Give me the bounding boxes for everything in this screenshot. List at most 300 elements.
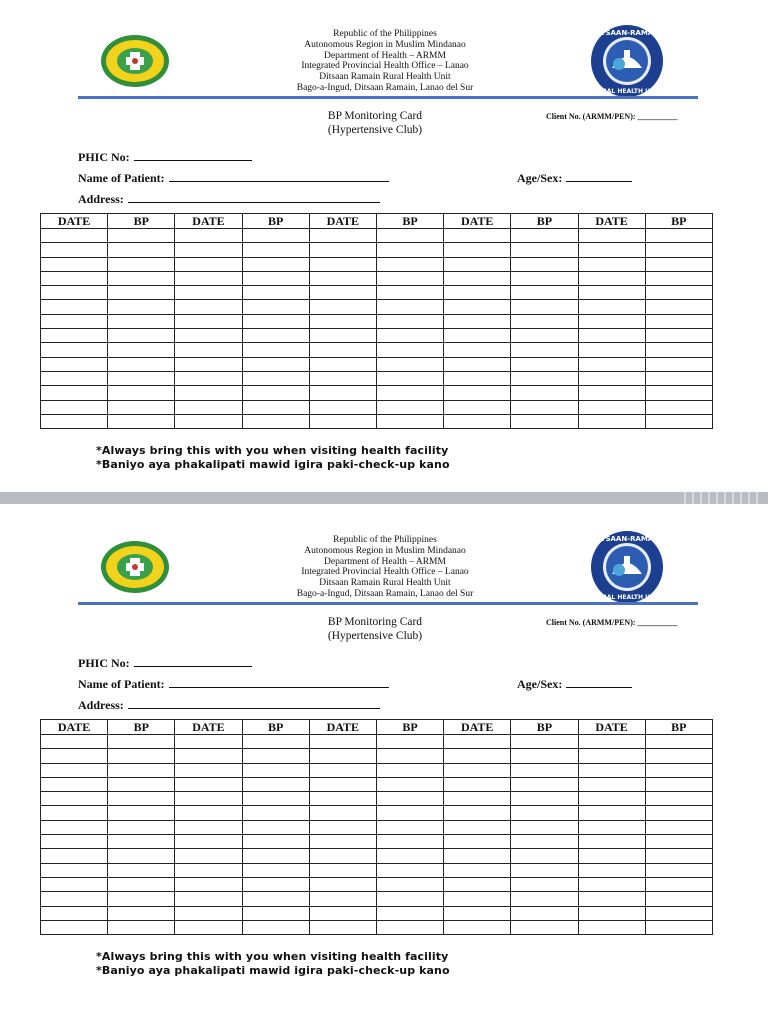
table-cell[interactable] xyxy=(175,777,242,791)
phic-blank[interactable] xyxy=(134,150,252,161)
table-cell[interactable] xyxy=(108,257,175,271)
table-cell[interactable] xyxy=(242,329,309,343)
table-cell[interactable] xyxy=(309,792,376,806)
table-cell[interactable] xyxy=(175,357,242,371)
table-cell[interactable] xyxy=(376,300,443,314)
table-cell[interactable] xyxy=(242,763,309,777)
table-cell[interactable] xyxy=(511,286,578,300)
table-cell[interactable] xyxy=(108,414,175,428)
table-cell[interactable] xyxy=(645,300,712,314)
table-cell[interactable] xyxy=(511,863,578,877)
address-field[interactable] xyxy=(78,698,380,713)
table-cell[interactable] xyxy=(376,329,443,343)
table-cell[interactable] xyxy=(444,314,511,328)
table-cell[interactable] xyxy=(175,314,242,328)
table-cell[interactable] xyxy=(645,243,712,257)
table-cell[interactable] xyxy=(511,243,578,257)
table-cell[interactable] xyxy=(578,286,645,300)
table-cell[interactable] xyxy=(578,243,645,257)
table-cell[interactable] xyxy=(645,863,712,877)
table-cell[interactable] xyxy=(645,777,712,791)
table-cell[interactable] xyxy=(175,763,242,777)
table-cell[interactable] xyxy=(242,414,309,428)
phic-field[interactable] xyxy=(78,656,252,671)
table-cell[interactable] xyxy=(175,863,242,877)
table-cell[interactable] xyxy=(108,792,175,806)
table-cell[interactable] xyxy=(108,314,175,328)
table-cell[interactable] xyxy=(41,386,108,400)
table-cell[interactable] xyxy=(41,357,108,371)
table-cell[interactable] xyxy=(444,906,511,920)
table-cell[interactable] xyxy=(309,329,376,343)
table-cell[interactable] xyxy=(578,920,645,934)
table-cell[interactable] xyxy=(645,400,712,414)
table-cell[interactable] xyxy=(511,906,578,920)
table-cell[interactable] xyxy=(578,371,645,385)
table-cell[interactable] xyxy=(309,920,376,934)
table-cell[interactable] xyxy=(41,820,108,834)
table-cell[interactable] xyxy=(309,863,376,877)
table-cell[interactable] xyxy=(444,257,511,271)
table-cell[interactable] xyxy=(444,229,511,243)
table-cell[interactable] xyxy=(175,849,242,863)
table-cell[interactable] xyxy=(376,863,443,877)
table-cell[interactable] xyxy=(108,849,175,863)
table-cell[interactable] xyxy=(578,329,645,343)
table-cell[interactable] xyxy=(376,849,443,863)
table-cell[interactable] xyxy=(511,414,578,428)
table-cell[interactable] xyxy=(511,892,578,906)
table-cell[interactable] xyxy=(309,286,376,300)
table-cell[interactable] xyxy=(578,877,645,891)
table-cell[interactable] xyxy=(376,357,443,371)
table-cell[interactable] xyxy=(108,371,175,385)
table-cell[interactable] xyxy=(242,863,309,877)
table-cell[interactable] xyxy=(376,806,443,820)
table-cell[interactable] xyxy=(175,892,242,906)
table-cell[interactable] xyxy=(41,314,108,328)
table-cell[interactable] xyxy=(578,229,645,243)
table-cell[interactable] xyxy=(376,892,443,906)
table-cell[interactable] xyxy=(444,300,511,314)
table-cell[interactable] xyxy=(242,229,309,243)
table-cell[interactable] xyxy=(242,920,309,934)
table-cell[interactable] xyxy=(242,314,309,328)
table-cell[interactable] xyxy=(645,371,712,385)
table-cell[interactable] xyxy=(242,371,309,385)
age-sex-blank[interactable] xyxy=(566,171,632,182)
table-cell[interactable] xyxy=(511,300,578,314)
table-cell[interactable] xyxy=(578,735,645,749)
phic-field[interactable] xyxy=(78,150,252,165)
table-cell[interactable] xyxy=(41,343,108,357)
title-sub: (Hypertensive Club) xyxy=(327,124,423,136)
address-blank[interactable] xyxy=(128,698,380,709)
table-cell[interactable] xyxy=(511,849,578,863)
table-cell[interactable] xyxy=(242,835,309,849)
table-cell[interactable] xyxy=(444,820,511,834)
table-cell[interactable] xyxy=(309,414,376,428)
table-cell[interactable] xyxy=(578,792,645,806)
phic-blank[interactable] xyxy=(134,656,252,667)
table-cell[interactable] xyxy=(41,371,108,385)
table-cell[interactable] xyxy=(309,849,376,863)
table-cell[interactable] xyxy=(108,906,175,920)
table-cell[interactable] xyxy=(444,735,511,749)
table-cell[interactable] xyxy=(41,806,108,820)
table-cell[interactable] xyxy=(376,229,443,243)
table-cell[interactable] xyxy=(645,735,712,749)
table-cell[interactable] xyxy=(578,357,645,371)
table-cell[interactable] xyxy=(175,877,242,891)
table-cell[interactable] xyxy=(578,906,645,920)
table-cell[interactable] xyxy=(108,877,175,891)
table-cell[interactable] xyxy=(376,371,443,385)
table-cell[interactable] xyxy=(309,892,376,906)
table-cell[interactable] xyxy=(645,286,712,300)
table-cell[interactable] xyxy=(175,414,242,428)
table-cell[interactable] xyxy=(242,735,309,749)
table-cell[interactable] xyxy=(511,229,578,243)
table-cell[interactable] xyxy=(41,835,108,849)
table-cell[interactable] xyxy=(175,257,242,271)
table-cell[interactable] xyxy=(41,877,108,891)
table-cell[interactable] xyxy=(578,892,645,906)
table-cell[interactable] xyxy=(242,806,309,820)
table-cell[interactable] xyxy=(309,906,376,920)
table-cell[interactable] xyxy=(376,792,443,806)
table-cell[interactable] xyxy=(175,749,242,763)
table-cell[interactable] xyxy=(376,343,443,357)
table-cell[interactable] xyxy=(242,357,309,371)
table-cell[interactable] xyxy=(511,777,578,791)
table-cell[interactable] xyxy=(41,414,108,428)
table-cell[interactable] xyxy=(578,835,645,849)
table-cell[interactable] xyxy=(41,863,108,877)
table-cell[interactable] xyxy=(444,749,511,763)
table-cell[interactable] xyxy=(175,820,242,834)
table-cell[interactable] xyxy=(309,343,376,357)
table-cell[interactable] xyxy=(242,892,309,906)
table-cell[interactable] xyxy=(578,863,645,877)
table-cell[interactable] xyxy=(444,763,511,777)
patient-name-blank[interactable] xyxy=(169,677,389,688)
table-cell[interactable] xyxy=(108,735,175,749)
table-cell[interactable] xyxy=(511,806,578,820)
table-cell[interactable] xyxy=(242,777,309,791)
table-cell[interactable] xyxy=(41,243,108,257)
table-cell[interactable] xyxy=(376,777,443,791)
table-cell[interactable] xyxy=(108,329,175,343)
table-cell[interactable] xyxy=(578,849,645,863)
table-cell[interactable] xyxy=(175,343,242,357)
table-cell[interactable] xyxy=(175,300,242,314)
table-cell[interactable] xyxy=(376,763,443,777)
table-cell[interactable] xyxy=(578,806,645,820)
table-cell[interactable] xyxy=(108,243,175,257)
table-cell[interactable] xyxy=(108,229,175,243)
table-cell[interactable] xyxy=(444,792,511,806)
table-cell[interactable] xyxy=(108,749,175,763)
table-cell[interactable] xyxy=(578,749,645,763)
table-cell[interactable] xyxy=(41,920,108,934)
age-sex-field[interactable] xyxy=(517,171,632,186)
patient-name-blank[interactable] xyxy=(169,171,389,182)
table-cell[interactable] xyxy=(578,300,645,314)
table-cell[interactable] xyxy=(645,329,712,343)
table-cell[interactable] xyxy=(376,835,443,849)
table-cell[interactable] xyxy=(242,906,309,920)
table-cell[interactable] xyxy=(444,877,511,891)
table-cell[interactable] xyxy=(376,257,443,271)
table-cell[interactable] xyxy=(444,863,511,877)
table-cell[interactable] xyxy=(578,314,645,328)
table-cell[interactable] xyxy=(309,229,376,243)
table-cell[interactable] xyxy=(175,243,242,257)
table-cell[interactable] xyxy=(242,257,309,271)
table-cell[interactable] xyxy=(41,400,108,414)
table-cell[interactable] xyxy=(578,386,645,400)
table-cell[interactable] xyxy=(309,243,376,257)
table-cell[interactable] xyxy=(242,243,309,257)
table-cell[interactable] xyxy=(41,749,108,763)
table-cell[interactable] xyxy=(175,920,242,934)
table-cell[interactable] xyxy=(376,243,443,257)
table-cell[interactable] xyxy=(108,386,175,400)
table-cell[interactable] xyxy=(645,892,712,906)
table-cell[interactable] xyxy=(511,257,578,271)
table-cell[interactable] xyxy=(108,835,175,849)
table-cell[interactable] xyxy=(444,357,511,371)
table-cell[interactable] xyxy=(309,271,376,285)
table-cell[interactable] xyxy=(444,806,511,820)
table-cell[interactable] xyxy=(511,271,578,285)
table-cell[interactable] xyxy=(511,749,578,763)
table-cell[interactable] xyxy=(444,329,511,343)
table-cell[interactable] xyxy=(578,400,645,414)
table-cell[interactable] xyxy=(511,835,578,849)
table-cell[interactable] xyxy=(108,286,175,300)
table-cell[interactable] xyxy=(41,257,108,271)
table-cell[interactable] xyxy=(511,329,578,343)
table-cell[interactable] xyxy=(108,820,175,834)
table-cell[interactable] xyxy=(511,792,578,806)
table-cell[interactable] xyxy=(175,286,242,300)
table-cell[interactable] xyxy=(108,763,175,777)
table-cell[interactable] xyxy=(175,792,242,806)
table-cell[interactable] xyxy=(578,414,645,428)
table-cell[interactable] xyxy=(41,300,108,314)
table-cell[interactable] xyxy=(108,806,175,820)
table-cell[interactable] xyxy=(444,849,511,863)
table-cell[interactable] xyxy=(645,849,712,863)
table-cell[interactable] xyxy=(309,820,376,834)
patient-name-field[interactable] xyxy=(78,171,389,186)
table-cell[interactable] xyxy=(309,371,376,385)
table-cell[interactable] xyxy=(511,371,578,385)
age-sex-blank[interactable] xyxy=(566,677,632,688)
table-cell[interactable] xyxy=(309,314,376,328)
table-cell[interactable] xyxy=(444,777,511,791)
table-cell[interactable] xyxy=(242,271,309,285)
table-cell[interactable] xyxy=(309,835,376,849)
table-cell[interactable] xyxy=(309,257,376,271)
table-cell[interactable] xyxy=(376,314,443,328)
table-cell[interactable] xyxy=(511,357,578,371)
table-cell[interactable] xyxy=(645,414,712,428)
table-cell[interactable] xyxy=(578,763,645,777)
table-cell[interactable] xyxy=(444,414,511,428)
table-cell[interactable] xyxy=(376,920,443,934)
table-cell[interactable] xyxy=(645,806,712,820)
table-cell[interactable] xyxy=(511,343,578,357)
table-cell[interactable] xyxy=(309,735,376,749)
table-cell[interactable] xyxy=(578,257,645,271)
table-cell[interactable] xyxy=(645,229,712,243)
table-cell[interactable] xyxy=(41,906,108,920)
table-cell[interactable] xyxy=(645,877,712,891)
table-cell[interactable] xyxy=(511,763,578,777)
table-cell[interactable] xyxy=(242,386,309,400)
table-cell[interactable] xyxy=(41,735,108,749)
table-cell[interactable] xyxy=(376,414,443,428)
table-cell[interactable] xyxy=(41,271,108,285)
table-cell[interactable] xyxy=(175,400,242,414)
table-cell[interactable] xyxy=(376,286,443,300)
address-field[interactable] xyxy=(78,192,380,207)
table-cell[interactable] xyxy=(309,749,376,763)
table-cell[interactable] xyxy=(41,777,108,791)
address-blank[interactable] xyxy=(128,192,380,203)
table-cell[interactable] xyxy=(645,820,712,834)
patient-name-field[interactable] xyxy=(78,677,389,692)
table-cell[interactable] xyxy=(511,386,578,400)
table-cell[interactable] xyxy=(108,300,175,314)
table-cell[interactable] xyxy=(444,286,511,300)
table-cell[interactable] xyxy=(175,229,242,243)
table-cell[interactable] xyxy=(376,906,443,920)
table-cell[interactable] xyxy=(645,314,712,328)
table-cell[interactable] xyxy=(242,400,309,414)
table-cell[interactable] xyxy=(108,400,175,414)
table-cell[interactable] xyxy=(645,906,712,920)
client-no-blank[interactable]: __________ xyxy=(637,618,678,627)
table-cell[interactable] xyxy=(511,877,578,891)
table-cell[interactable] xyxy=(309,877,376,891)
table-cell[interactable] xyxy=(444,386,511,400)
table-cell[interactable] xyxy=(108,892,175,906)
table-cell[interactable] xyxy=(108,920,175,934)
table-cell[interactable] xyxy=(444,243,511,257)
table-cell[interactable] xyxy=(578,271,645,285)
table-cell[interactable] xyxy=(376,400,443,414)
table-cell[interactable] xyxy=(108,357,175,371)
table-cell[interactable] xyxy=(175,371,242,385)
table-cell[interactable] xyxy=(175,386,242,400)
table-cell[interactable] xyxy=(444,835,511,849)
table-cell[interactable] xyxy=(242,300,309,314)
table-cell[interactable] xyxy=(645,343,712,357)
table-cell[interactable] xyxy=(376,877,443,891)
table-cell[interactable] xyxy=(41,329,108,343)
table-cell[interactable] xyxy=(444,271,511,285)
table-cell[interactable] xyxy=(511,920,578,934)
table-cell[interactable] xyxy=(376,735,443,749)
table-cell[interactable] xyxy=(578,820,645,834)
table-cell[interactable] xyxy=(309,357,376,371)
table-cell[interactable] xyxy=(376,749,443,763)
table-cell[interactable] xyxy=(242,849,309,863)
table-cell[interactable] xyxy=(645,749,712,763)
table-cell[interactable] xyxy=(41,286,108,300)
table-cell[interactable] xyxy=(578,343,645,357)
table-cell[interactable] xyxy=(511,820,578,834)
table-cell[interactable] xyxy=(645,357,712,371)
table-cell[interactable] xyxy=(175,806,242,820)
table-cell[interactable] xyxy=(309,300,376,314)
table-cell[interactable] xyxy=(645,271,712,285)
table-cell[interactable] xyxy=(41,792,108,806)
table-cell[interactable] xyxy=(41,763,108,777)
table-cell[interactable] xyxy=(578,777,645,791)
table-cell[interactable] xyxy=(309,400,376,414)
table-cell[interactable] xyxy=(108,863,175,877)
table-row xyxy=(41,343,713,357)
table-cell[interactable] xyxy=(444,343,511,357)
table-cell[interactable] xyxy=(444,400,511,414)
table-cell[interactable] xyxy=(309,763,376,777)
table-cell[interactable] xyxy=(645,386,712,400)
table-cell[interactable] xyxy=(175,735,242,749)
table-cell[interactable] xyxy=(444,892,511,906)
table-cell[interactable] xyxy=(376,271,443,285)
table-cell[interactable] xyxy=(309,777,376,791)
table-cell[interactable] xyxy=(645,792,712,806)
table-cell[interactable] xyxy=(444,920,511,934)
table-cell[interactable] xyxy=(242,343,309,357)
table-cell[interactable] xyxy=(511,735,578,749)
table-cell[interactable] xyxy=(309,806,376,820)
table-cell[interactable] xyxy=(376,820,443,834)
table-cell[interactable] xyxy=(444,371,511,385)
table-cell[interactable] xyxy=(376,386,443,400)
age-sex-field[interactable] xyxy=(517,677,632,692)
table-cell[interactable] xyxy=(242,286,309,300)
table-cell[interactable] xyxy=(41,849,108,863)
client-no-blank[interactable]: __________ xyxy=(637,112,678,121)
table-cell[interactable] xyxy=(242,792,309,806)
table-cell[interactable] xyxy=(645,920,712,934)
table-cell[interactable] xyxy=(511,314,578,328)
table-cell[interactable] xyxy=(108,343,175,357)
table-cell[interactable] xyxy=(175,329,242,343)
table-cell[interactable] xyxy=(175,271,242,285)
table-cell[interactable] xyxy=(175,906,242,920)
table-cell[interactable] xyxy=(41,229,108,243)
table-cell[interactable] xyxy=(511,400,578,414)
table-cell[interactable] xyxy=(41,892,108,906)
table-cell[interactable] xyxy=(108,271,175,285)
table-cell[interactable] xyxy=(645,763,712,777)
table-cell[interactable] xyxy=(242,877,309,891)
table-cell[interactable] xyxy=(309,386,376,400)
table-cell[interactable] xyxy=(175,835,242,849)
table-cell[interactable] xyxy=(242,820,309,834)
table-cell[interactable] xyxy=(108,777,175,791)
table-cell[interactable] xyxy=(242,749,309,763)
table-cell[interactable] xyxy=(645,257,712,271)
table-cell[interactable] xyxy=(645,835,712,849)
